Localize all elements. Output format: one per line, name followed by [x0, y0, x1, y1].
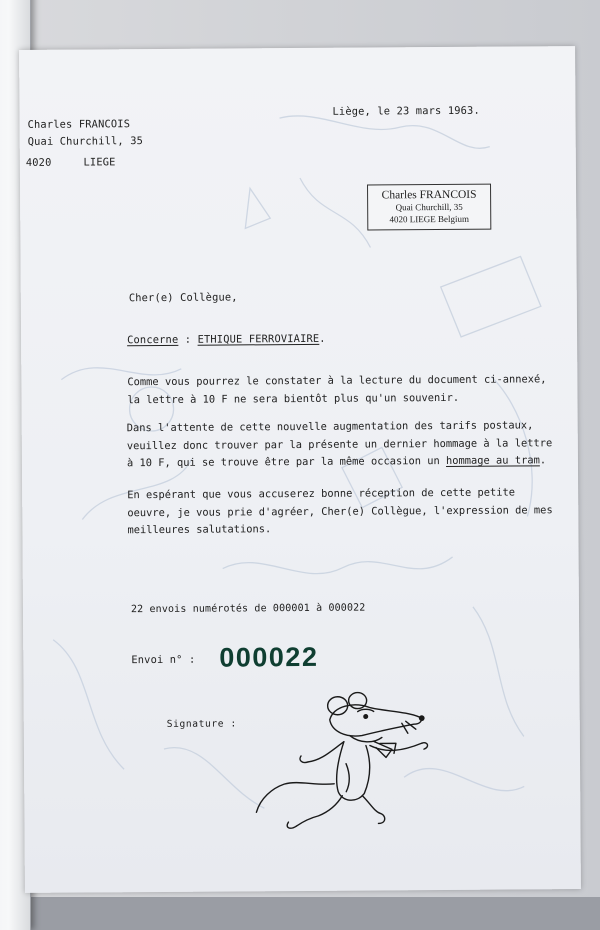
p2-line-3-c: .: [539, 454, 547, 467]
paragraph-1: [127, 371, 546, 409]
p2-hommage-au-tram: hommage au tram: [445, 454, 540, 467]
subject-line: [127, 333, 326, 346]
sender-street: Quai Churchill, 35: [27, 135, 144, 148]
signature-label: Signature :: [166, 718, 237, 730]
subject-label: Concerne: [127, 333, 179, 347]
paragraph-2: [127, 417, 553, 472]
p3-line-1: En espérant que vous accuserez bonne réception de cette petite: [127, 486, 516, 502]
envoi-number: 000022: [219, 641, 319, 673]
edition-note: 22 envois numérotés de 000001 à 000022: [130, 602, 366, 616]
p2-line-3: [127, 452, 553, 472]
subject-value: ETHIQUE FERROVIAIRE: [197, 332, 320, 346]
letter-page: [19, 46, 581, 893]
envoi-label: Envoi n° :: [131, 653, 196, 667]
signature-mouse-drawing: [246, 687, 447, 833]
salutation: Cher(e) Collègue,: [128, 291, 238, 305]
paragraph-3: [127, 484, 553, 539]
p2-line-3-a: à 10 F, qui se trouve être par la même occasion un: [126, 454, 447, 470]
sender-city: 4020 LIEGE: [25, 156, 116, 169]
p3-line-2: oeuvre, je vous prie d'agréer, Cher(e) Collègue, l'expression de mes: [127, 503, 553, 519]
p3-line-3: meilleures salutations.: [127, 523, 272, 537]
p2-line-2: veuillez donc trouver par la présente un dernier hommage à la lettre: [126, 436, 553, 452]
stamp-name: Charles FRANCOIS: [381, 188, 477, 202]
sender-name: Charles FRANCOIS: [27, 118, 131, 131]
p1-line-2: la lettre à 10 F ne sera bientôt plus qu'un souvenir.: [127, 391, 460, 406]
p1-line-1: Comme vous pourrez le constater à la lecture du document ci-annexé,: [127, 373, 547, 389]
date-line: Liège, le 23 mars 1963.: [332, 104, 480, 118]
address-stamp: [367, 184, 491, 231]
p2-line-1: Dans l'attente de cette nouvelle augmentation des tarifs postaux,: [126, 419, 534, 435]
subject-separator: :: [184, 333, 192, 346]
stamp-city: 4020 LIEGE Belgium: [389, 213, 470, 225]
subject-end: .: [319, 332, 326, 345]
stamp-street: Quai Churchill, 35: [395, 201, 463, 213]
